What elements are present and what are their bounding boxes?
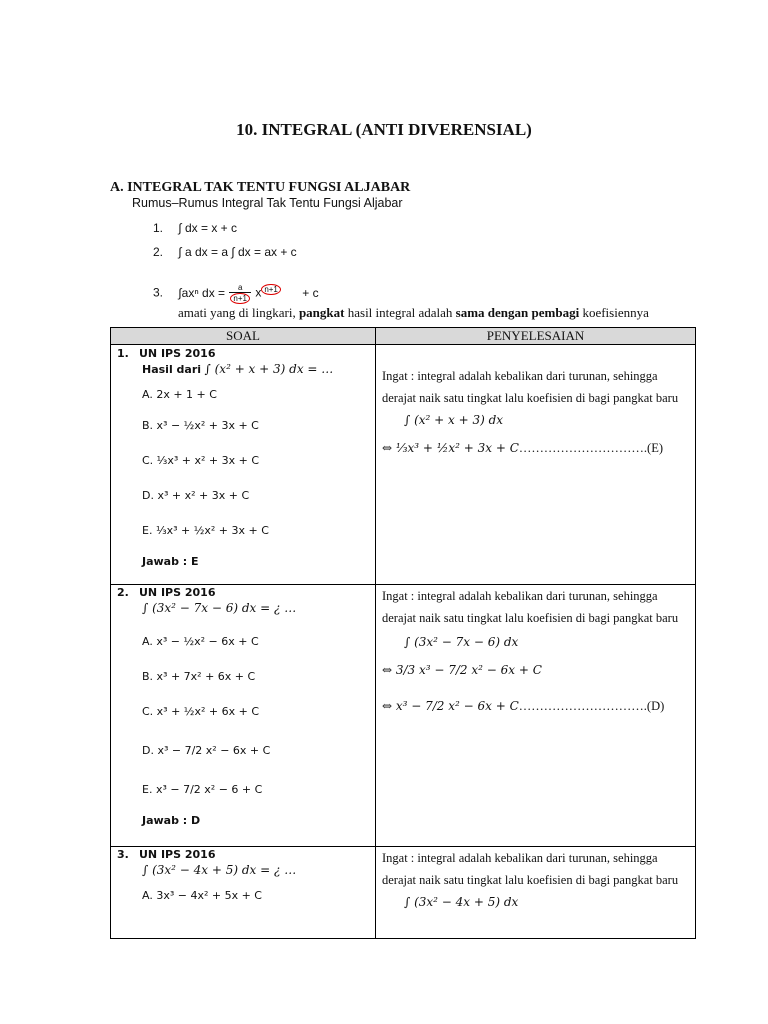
question-expression: ∫ (x² + x + 3) dx = … (204, 362, 334, 376)
formula-3-constant: + c (302, 285, 319, 300)
option-a: A. x³ − ½x² − 6x + C (142, 635, 259, 648)
formula-3-fraction (229, 283, 251, 304)
section-heading: A. INTEGRAL TAK TENTU FUNGSI ALJABAR (110, 180, 411, 195)
table-row (111, 345, 696, 585)
solution-text: Ingat : integral adalah kebalikan dari turunan, sehingga derajat naik satu tingkat lalu koefisien di bagi pangkat baru (382, 589, 679, 625)
penyelesaian-cell-2 (376, 585, 696, 847)
option-c: C. x³ + ½x² + 6x + C (142, 705, 259, 718)
header-penyelesaian (376, 328, 696, 345)
note-bold-1: pangkat (298, 305, 345, 320)
note (178, 305, 649, 321)
question-source: UN IPS 2016 (139, 586, 216, 599)
option-d: D. x³ + x² + 3x + C (142, 489, 250, 502)
option-a: A. 2x + 1 + C (142, 388, 217, 401)
formula-list-title: Rumus–Rumus Integral Tak Tentu Fungsi Aljabar (132, 196, 403, 210)
solution-text: Ingat : integral adalah kebalikan dari turunan, sehingga derajat naik satu tingkat lalu koefisien di bagi pangkat baru (382, 851, 679, 887)
note-text-2: hasil integral adalah (344, 305, 456, 320)
formula-1-text: ∫ dx = x + c (178, 221, 238, 235)
option-e: E. ⅓x³ + ½x² + 3x + C (142, 524, 269, 537)
formula-3-circled-denominator: n+1 (230, 293, 250, 304)
option-b: B. x³ + 7x² + 6x + C (142, 670, 256, 683)
option-e: E. x³ − 7/2 x² − 6 + C (142, 783, 263, 796)
formula-3-numerator: a (229, 283, 251, 293)
option-d: D. x³ − 7/2 x² − 6x + C (142, 744, 271, 757)
question-prefix: Hasil dari (142, 363, 202, 376)
formula-1 (153, 221, 237, 235)
solution-integral: ∫ (x² + x + 3) dx (404, 413, 504, 427)
question-number: 3. (117, 848, 129, 861)
solution-dots: ………………………….(E) (518, 441, 664, 455)
soal-cell-3 (111, 847, 376, 939)
formula-2-number: 2. (153, 245, 164, 259)
option-a: A. 3x³ − 4x² + 5x + C (142, 889, 262, 902)
soal-cell-1 (111, 345, 376, 585)
problem-table (110, 327, 696, 939)
solution-dots: ………………………….(D) (518, 699, 665, 713)
solution-text: Ingat : integral adalah kebalikan dari turunan, sehingga derajat naik satu tingkat lalu koefisien di bagi pangkat baru (382, 369, 679, 405)
note-text-1: amati yang di lingkari, (178, 305, 299, 320)
table-header-row (111, 328, 696, 345)
formula-3 (153, 283, 319, 304)
header-soal-label: SOAL (226, 328, 260, 343)
formula-1-number: 1. (153, 221, 164, 235)
solution-result: ⇔ ⅓x³ + ½x² + 3x + C (382, 441, 519, 455)
table-row (111, 847, 696, 939)
question-source: UN IPS 2016 (139, 347, 216, 360)
formula-3-left: ∫axⁿ dx = (178, 285, 226, 300)
question-expression: ∫ (3x² − 7x − 6) dx = ¿ … (142, 601, 297, 615)
question-expression: ∫ (3x² − 4x + 5) dx = ¿ … (142, 863, 297, 877)
formula-2-text: ∫ a dx = a ∫ dx = ax + c (178, 245, 297, 259)
question-source: UN IPS 2016 (139, 848, 216, 861)
formula-3-x: x (255, 285, 262, 300)
answer: Jawab : E (142, 555, 199, 568)
note-text-3: koefisiennya (579, 305, 649, 320)
header-soal (111, 328, 376, 345)
solution-integral: ∫ (3x² − 4x + 5) dx (404, 895, 519, 909)
soal-cell-2 (111, 585, 376, 847)
answer: Jawab : D (142, 814, 201, 827)
penyelesaian-cell-1 (376, 345, 696, 585)
option-c: C. ⅓x³ + x² + 3x + C (142, 454, 259, 467)
page-title: 10. INTEGRAL (ANTI DIVERENSIAL) (236, 120, 532, 139)
formula-2 (153, 245, 297, 259)
header-penyelesaian-label: PENYELESAIAN (486, 328, 585, 343)
note-bold-2: sama dengan pembagi (455, 305, 580, 320)
solution-integral: ∫ (3x² − 7x − 6) dx (404, 635, 519, 649)
table-row (111, 585, 696, 847)
question-number: 2. (117, 586, 129, 599)
formula-3-circled-power: n+1 (261, 284, 281, 295)
solution-result: ⇔ x³ − 7/2 x² − 6x + C (382, 699, 519, 713)
solution-step: ⇔ 3/3 x³ − 7/2 x² − 6x + C (382, 663, 542, 677)
question-number: 1. (117, 347, 129, 360)
penyelesaian-cell-3 (376, 847, 696, 939)
option-b: B. x³ − ½x² + 3x + C (142, 419, 259, 432)
formula-3-number: 3. (153, 285, 164, 300)
